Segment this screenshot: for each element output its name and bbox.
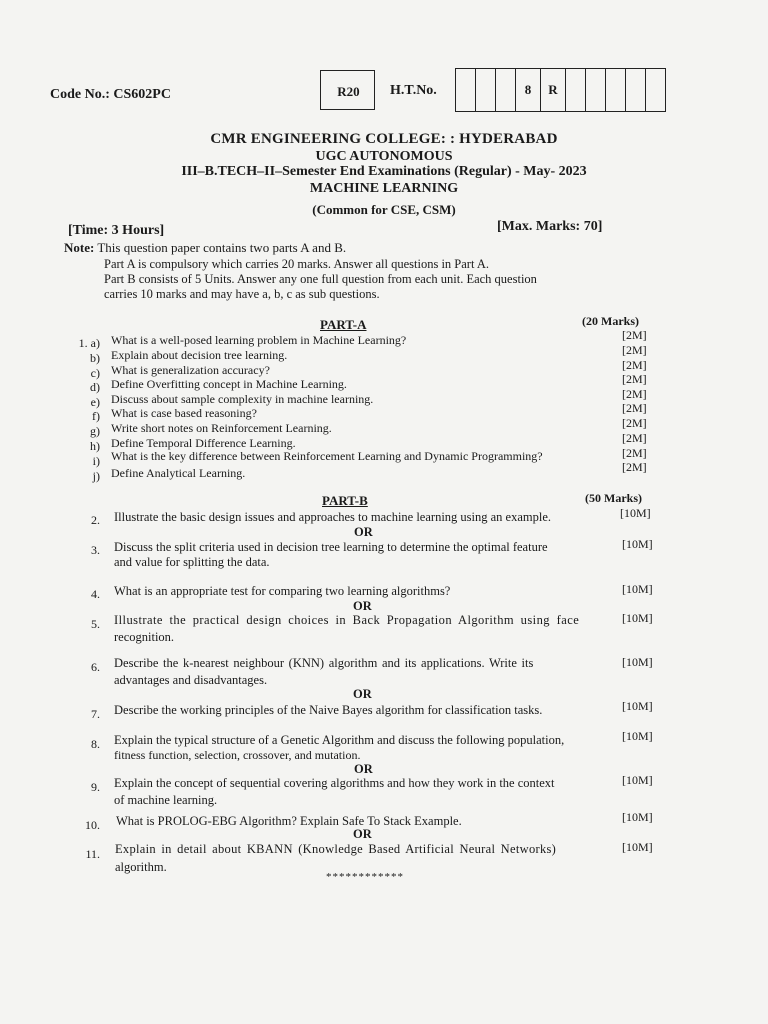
question-number: e) [90,395,100,409]
or-separator: OR [353,687,372,701]
question-number: 5. [91,617,100,631]
question-marks: [10M] [622,611,653,625]
question-text: Define Temporal Difference Learning. [111,436,296,450]
note-line-3: Part B consists of 5 Units. Answer any one full question from each unit. Each question [104,272,537,286]
note-line-4: carries 10 marks and may have a, b, c as sub questions. [104,287,380,301]
question-text: Discuss about sample complexity in machine learning. [111,392,374,406]
question-number: j) [92,469,100,483]
question-marks: [10M] [622,773,653,787]
question-text: What is generalization accuracy? [111,363,270,377]
hall-ticket-label: H.T.No. [390,83,437,98]
htno-cell [606,69,626,111]
question-marks: [10M] [622,840,653,854]
question-marks: [10M] [622,582,653,596]
end-marker: ************ [326,871,404,883]
question-text-cont: recognition. [114,630,175,644]
exam-title: III–B.TECH–II–Semester End Examinations (Regular) - May- 2023 [181,164,587,179]
question-text: What is a well-posed learning problem in Machine Learning? [111,333,407,347]
question-text-cont: and value for splitting the data. [114,555,270,569]
question-number: 7. [91,707,100,721]
question-text: Discuss the split criteria used in decision tree learning to determine the optimal feature [114,540,548,554]
college-name: CMR ENGINEERING COLLEGE: : HYDERABAD [210,131,558,147]
question-number: c) [90,366,100,380]
question-number: 10. [85,818,100,832]
or-separator: OR [354,762,373,776]
question-marks: [10M] [622,729,653,743]
question-text: What is case based reasoning? [111,406,257,420]
htno-cell [566,69,586,111]
hall-ticket-grid [455,68,666,112]
question-number: f) [92,409,100,423]
question-marks: [10M] [620,506,651,520]
question-marks: [2M] [622,460,647,474]
note-label: Note: [64,240,95,255]
htno-cell [496,69,516,111]
common-for: (Common for CSE, CSM) [312,202,456,217]
regulation-box [320,70,375,110]
or-separator: OR [353,599,372,613]
question-number: 2. [91,513,100,527]
note-line-1 [64,240,346,256]
question-number: 4. [91,587,100,601]
question-text: Illustrate the practical design choices in Back Propagation Algorithm using face [114,613,580,627]
question-marks: [2M] [622,446,647,460]
question-marks: [10M] [622,537,653,551]
part-b-marks: (50 Marks) [585,491,642,505]
question-marks: [10M] [622,699,653,713]
question-text: Explain in detail about KBANN (Knowledge Based Artificial Neural Networks) [115,842,557,856]
question-marks: [2M] [622,372,647,386]
question-text-cont: advantages and disadvantages. [114,673,268,687]
question-text-cont: algorithm. [115,860,167,874]
question-text: What is an appropriate test for comparing two learning algorithms? [114,584,451,598]
question-number: 6. [91,660,100,674]
question-marks: [2M] [622,416,647,430]
question-number: i) [92,454,100,468]
question-number: 3. [91,543,100,557]
max-marks: [Max. Marks: 70] [497,219,603,234]
code-number: Code No.: CS602PC [50,87,171,102]
note-text: This question paper contains two parts A and B. [97,240,347,255]
question-text: Explain the concept of sequential covering algorithms and how they work in the context [114,776,555,790]
question-marks: [2M] [622,358,647,372]
or-separator: OR [353,827,372,841]
or-separator: OR [354,525,373,539]
htno-cell [646,69,666,111]
question-text: Write short notes on Reinforcement Learning. [111,421,332,435]
question-marks: [2M] [622,431,647,445]
question-text: Explain the typical structure of a Genetic Algorithm and discuss the following population, [114,733,565,747]
autonomous-status: UGC AUTONOMOUS [315,149,453,164]
question-marks: [2M] [622,328,647,342]
question-text: Define Overfitting concept in Machine Learning. [111,377,347,391]
question-number: d) [90,380,100,394]
question-text: Describe the working principles of the Naive Bayes algorithm for classification tasks. [114,703,543,717]
part-b-title: PART-B [322,493,368,508]
htno-cell: R [541,69,566,111]
question-number: 1. a) [78,336,100,350]
question-number: h) [90,439,100,453]
question-text: What is PROLOG-EBG Algorithm? Explain Safe To Stack Example. [116,814,462,828]
question-number: b) [90,351,100,365]
question-text: Illustrate the basic design issues and approaches to machine learning using an example. [114,510,552,524]
question-number: 8. [91,737,100,751]
question-marks: [2M] [622,401,647,415]
question-text: Define Analytical Learning. [111,466,246,480]
part-a-marks: (20 Marks) [582,314,639,328]
htno-cell [586,69,606,111]
exam-time: [Time: 3 Hours] [68,223,165,238]
question-text: Explain about decision tree learning. [111,348,288,362]
question-number: g) [90,424,100,438]
htno-cell [476,69,496,111]
question-marks: [2M] [622,343,647,357]
question-marks: [10M] [622,655,653,669]
question-marks: [10M] [622,810,653,824]
question-number: 9. [91,780,100,794]
htno-cell: 8 [516,69,541,111]
question-text-cont: fitness function, selection, crossover, and mutation. [114,748,361,762]
subject-title: MACHINE LEARNING [309,181,459,196]
question-text: Describe the k-nearest neighbour (KNN) algorithm and its applications. Write its [114,656,534,670]
question-text: What is the key difference between Reinforcement Learning and Dynamic Programming? [111,449,543,463]
htno-cell [456,69,476,111]
question-marks: [2M] [622,387,647,401]
part-a-title: PART-A [320,317,367,332]
question-number: 11. [85,847,100,861]
question-text-cont: of machine learning. [114,793,218,807]
regulation-code: R20 [337,84,360,99]
note-line-2: Part A is compulsory which carries 20 marks. Answer all questions in Part A. [104,257,490,271]
htno-cell [626,69,646,111]
